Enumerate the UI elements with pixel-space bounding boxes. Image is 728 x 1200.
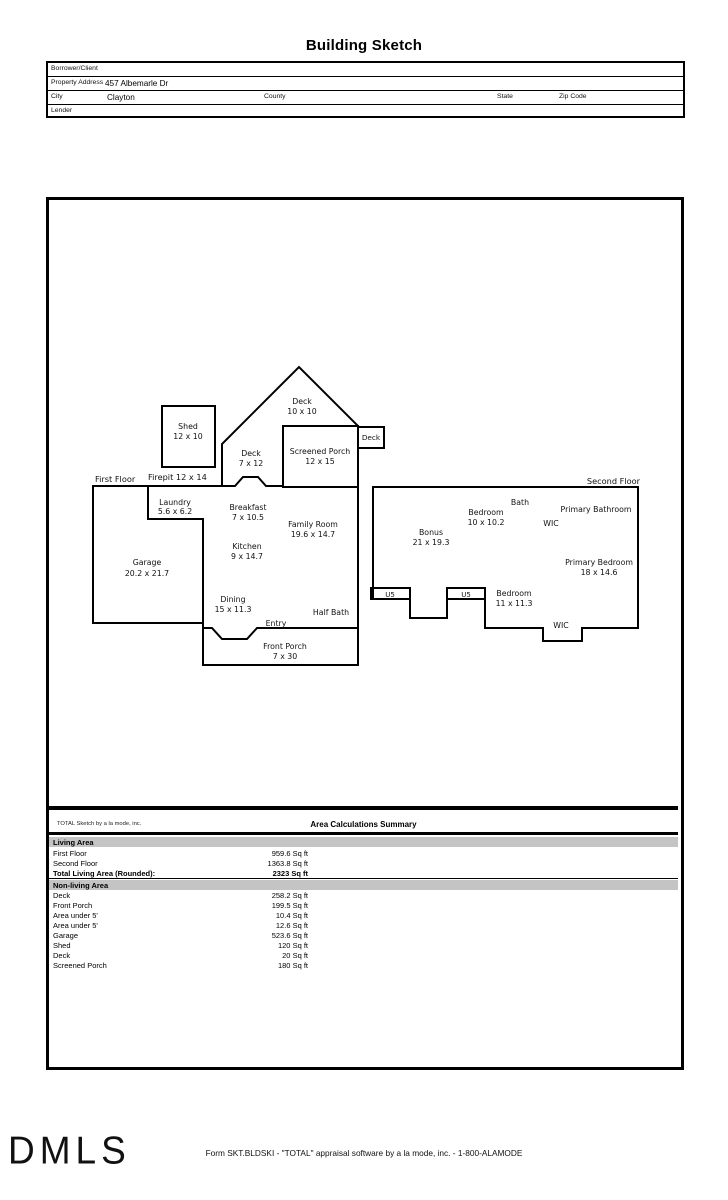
- property-address-label: Property Address: [51, 79, 104, 86]
- living-area-header: [49, 837, 678, 847]
- row-label: Deck: [53, 891, 71, 900]
- row-label: Total Living Area (Rounded):: [53, 869, 156, 878]
- city-value: Clayton: [107, 93, 135, 102]
- room-label-bedroom-2: Bedroom: [496, 589, 532, 598]
- summary-row-deck-2: [49, 951, 678, 961]
- room-label-wic-upper: WIC: [543, 519, 559, 528]
- lender-label: Lender: [51, 107, 73, 114]
- row-label: Second Floor: [53, 859, 98, 868]
- row-label: Shed: [53, 941, 71, 950]
- summary-row-area-under-5-b: [49, 921, 678, 931]
- room-dims-bonus: 21 x 19.3: [412, 538, 450, 547]
- row-value: 523.6 Sq ft: [271, 931, 308, 940]
- room-label-screened-porch: Screened Porch: [289, 447, 351, 456]
- room-label-front-porch: Front Porch: [263, 642, 307, 651]
- first-floor-tag: First Floor: [95, 474, 136, 484]
- row-label: Area under 5': [53, 921, 98, 930]
- entry-notch-wall: [203, 628, 358, 639]
- row-value: 180 Sq ft: [277, 961, 308, 970]
- property-address-value: 457 Albemarle Dr: [105, 79, 169, 88]
- row-value: 10.4 Sq ft: [275, 911, 308, 920]
- room-dims-front-porch: 7 x 30: [272, 652, 298, 661]
- city-label: City: [51, 93, 63, 100]
- room-dims-screened-porch: 12 x 15: [305, 457, 335, 466]
- row-value: 120 Sq ft: [277, 941, 308, 950]
- room-label-breakfast: Breakfast: [229, 503, 267, 512]
- summary-title-rule: [49, 832, 678, 835]
- page-title: Building Sketch: [305, 37, 423, 54]
- room-dims-kitchen: 9 x 14.7: [231, 552, 263, 561]
- room-dims-primary-bedroom: 18 x 14.6: [580, 568, 618, 577]
- row-value: 20 Sq ft: [282, 951, 308, 960]
- second-floor-tag: Second Floor: [586, 476, 640, 486]
- room-label-deck-triangle: Deck: [292, 397, 312, 406]
- room-label-bonus: Bonus: [418, 528, 444, 537]
- room-dims-garage: 20.2 x 21.7: [124, 569, 170, 578]
- room-label-half-bath: Half Bath: [312, 608, 350, 617]
- room-label-u5-right: U5: [461, 591, 471, 599]
- row-label: Front Porch: [53, 901, 93, 910]
- room-label-bath: Bath: [510, 498, 530, 507]
- summary-row-front-porch: [49, 901, 678, 911]
- summary-row-deck-1: [49, 891, 678, 901]
- room-label-wic-lower: WIC: [553, 621, 569, 630]
- room-label-u5-left: U5: [385, 591, 395, 599]
- borrower-label: Borrower/Client: [51, 65, 98, 72]
- living-area-header-label: Living Area: [53, 838, 94, 847]
- room-label-garage: Garage: [132, 558, 162, 567]
- room-dims-bedroom-2: 11 x 11.3: [495, 599, 533, 608]
- zip-label: Zip Code: [559, 93, 587, 100]
- total-row-rule: [49, 878, 678, 879]
- room-dims-deck-7x12: 7 x 12: [238, 459, 264, 468]
- row-value: 258.2 Sq ft: [271, 891, 308, 900]
- row-label: Deck: [53, 951, 71, 960]
- dmls-logo: DMLS: [8, 1129, 131, 1173]
- room-dims-shed: 12 x 10: [173, 432, 203, 441]
- summary-row-shed: [49, 941, 678, 951]
- firepit-label: Firepit 12 x 14: [148, 472, 207, 482]
- room-label-laundry: Laundry: [159, 498, 191, 507]
- room-label-family-room: Family Room: [288, 520, 338, 529]
- row-value: 1363.8 Sq ft: [267, 859, 308, 868]
- row-label: Garage: [53, 931, 79, 940]
- room-dims-dining: 15 x 11.3: [214, 605, 252, 614]
- room-dims-family-room: 19.6 x 14.7: [290, 530, 336, 539]
- room-label-shed: Shed: [178, 422, 198, 431]
- footer-form-line: Form SKT.BLDSKI - "TOTAL" appraisal software by a la mode, inc. - 1-800-ALAMODE: [205, 1148, 523, 1158]
- room-dims-bedroom-1: 10 x 10.2: [467, 518, 505, 527]
- summary-top-rule: [49, 806, 678, 810]
- room-label-deck-7x12: Deck: [241, 449, 261, 458]
- room-label-kitchen: Kitchen: [232, 542, 262, 551]
- summary-row-screened-porch: [49, 961, 678, 971]
- row-value: 199.5 Sq ft: [271, 901, 308, 910]
- county-label: County: [264, 93, 286, 100]
- row-value: 959.6 Sq ft: [271, 849, 308, 858]
- room-label-dining: Dining: [220, 595, 246, 604]
- room-label-primary-bathroom: Primary Bathroom: [560, 505, 632, 514]
- row-label: Screened Porch: [53, 961, 107, 970]
- room-label-primary-bedroom: Primary Bedroom: [565, 558, 633, 567]
- summary-watermark: TOTAL Sketch by a la mode, inc.: [57, 821, 142, 827]
- room-label-small-deck: Deck: [361, 433, 381, 442]
- room-label-bedroom-1: Bedroom: [468, 508, 504, 517]
- row-label: First Floor: [53, 849, 87, 858]
- nonliving-area-header-label: Non-living Area: [53, 881, 109, 890]
- room-dims-laundry: 5.6 x 6.2: [157, 507, 193, 516]
- row-value: 12.6 Sq ft: [275, 921, 308, 930]
- summary-row-area-under-5-a: [49, 911, 678, 921]
- summary-row-second-floor: [49, 859, 678, 869]
- row-label: Area under 5': [53, 911, 98, 920]
- room-label-entry: Entry: [265, 619, 287, 628]
- summary-title: Area Calculations Summary: [310, 820, 417, 829]
- summary-row-first-floor: [49, 849, 678, 859]
- room-dims-breakfast: 7 x 10.5: [232, 513, 264, 522]
- summary-row-garage: [49, 931, 678, 941]
- state-label: State: [497, 93, 513, 100]
- nonliving-area-header: [49, 880, 678, 890]
- room-dims-deck-triangle: 10 x 10: [287, 407, 317, 416]
- row-value: 2323 Sq ft: [272, 869, 308, 878]
